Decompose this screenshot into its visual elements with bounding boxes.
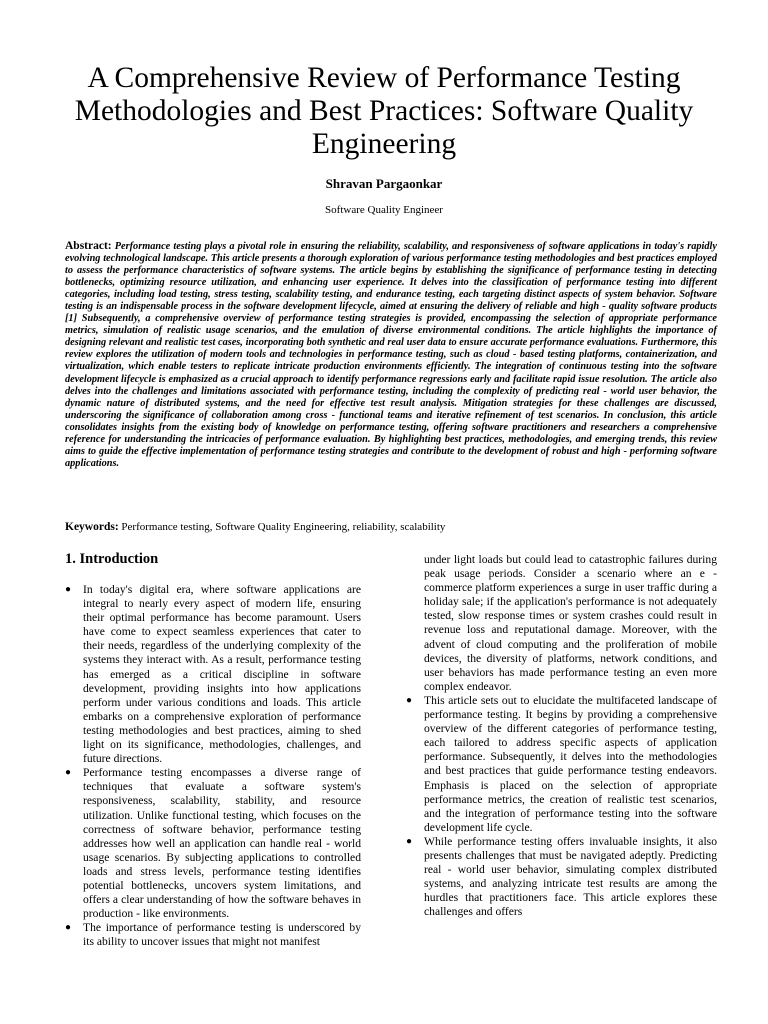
paragraph-text: Performance testing encompasses a diverse range of techniques that evaluate a software system's responsiveness, scalability, stability, and resource utilization. Unlike functional testing, which focuses on the correctness of software behavior, performance testing addresses how well an application can handle real - world usage scenarios. By subjecting applications to controlled loads and stress levels, performance testing identifies potential bottlenecks, uncovers system limitations, and offers a clear understanding of how the software behaves in production - like environments. — [83, 766, 361, 921]
list-item — [65, 766, 361, 921]
right-column — [406, 553, 717, 919]
left-column — [65, 550, 361, 949]
left-bullet-list — [65, 583, 361, 949]
abstract-text: Performance testing plays a pivotal role in ensuring the reliability, scalability, and responsiveness of software applications in today's rapidly evolving technological landscape. This article presents a thorough exploration of various performance testing methodologies and best practices employed to assess the performance characteristics of software systems. The article begins by establishing the significance of performance testing in detecting bottlenecks, optimizing resource utilization, and enhancing user experience. It delves into the classification of performance testing into different categories, including load testing, stress testing, scalability testing, and endurance testing, each targeting distinct aspects of system behavior. Software testing is an indispensable process in the software development lifecycle, aimed at ensuring the delivery of reliable and high - quality software products [1] Subsequently, a comprehensive overview of performance testing strategies is provided, encompassing the selection of appropriate performance metrics, simulation of realistic usage scenarios, and the emulation of diverse environmental conditions. The article highlights the importance of designing relevant and realistic test cases, incorporating both synthetic and real user data to ensure accurate performance evaluations. Furthermore, this review explores the utilization of modern tools and technologies in performance testing, such as cloud - based testing platforms, containerization, and virtualization, which enable testers to replicate intricate production environments efficiently. The integration of continuous testing into the software development lifecycle is emphasized as a crucial approach to identify performance regressions early and facilitate rapid issue resolution. The article also delves into the challenges and limitations associated with performance testing, including the complexity of predicting real - world user behavior, the dynamic nature of distributed systems, and the need for effective test result analysis. Mitigation strategies for these challenges are discussed, underscoring the significance of collaboration among cross - functional teams and iterative refinement of test scenarios. In conclusion, this article consolidates insights from the existing body of knowledge on performance testing, offering software practitioners and researchers a comprehensive reference for understanding the intricacies of performance evaluation. By highlighting best practices, methodologies, and emerging trends, this review aims to guide the effective implementation of performance testing strategies and contribute to the development of robust and high - performing software applications. — [65, 241, 717, 469]
paper-title: A Comprehensive Review of Performance Testing Methodologies and Best Practices: Software Quality Engineering — [74, 62, 694, 160]
right-bullet-list — [406, 694, 717, 920]
list-item — [65, 921, 361, 949]
author-name: Shravan Pargaonkar — [325, 176, 443, 191]
bullet-icon: ● — [65, 584, 72, 595]
list-item — [406, 835, 717, 920]
abstract — [65, 240, 717, 470]
bullet-icon: ● — [65, 922, 72, 934]
bullet-icon: ● — [406, 835, 413, 847]
paragraph-text: In today's digital era, where software applications are integral to nearly every aspect of modern life, ensuring their optimal performance has become paramount. Users have come to expect seamless experiences that cater to their needs, regardless of the underlying complexity of the systems they interact with. As a result, performance testing has emerged as a critical discipline in software development, providing insights into how applications perform under various conditions and loads. This article embarks on a comprehensive exploration of performance testing methodologies and best practices, aiming to shed light on its significance, methodologies, challenges, and future directions. — [83, 583, 361, 766]
keywords — [65, 521, 717, 533]
continued-paragraph: under light loads but could lead to catastrophic failures during peak usage periods. Consider a scenario where an e - commerce platform experiences a surge in user traffic during a holiday sale; if the application's performance is not adequately tested, slow response times or system crashes could result in revenue loss and reputational damage. Moreover, with the advent of cloud computing and the proliferation of mobile devices, the diversity of platforms, network conditions, and user behaviors has made performance testing an even more complex endeavor. — [424, 553, 717, 693]
abstract-label: Abstract: — [65, 240, 112, 252]
bullet-icon: ● — [65, 767, 72, 779]
bullet-icon: ● — [406, 694, 413, 706]
list-item — [65, 583, 361, 766]
paragraph-text: This article sets out to elucidate the multifaceted landscape of performance testing. It begins by providing a comprehensive overview of the different categories of performance testing, each tailored to address specific aspects of application performance. Subsequently, it delves into the methodologies and best practices that guide performance testing endeavors. Emphasis is placed on the selection of appropriate performance metrics, the creation of realistic test scenarios, and the integration of performance testing into the software development life cycle. — [424, 693, 717, 834]
list-item — [406, 694, 717, 835]
paragraph-text: The importance of performance testing is underscored by its ability to uncover issues that might not manifest — [83, 921, 361, 949]
keywords-label: Keywords: — [65, 521, 119, 533]
author-affiliation: Software Quality Engineer — [325, 204, 443, 216]
keywords-text: Performance testing, Software Quality Engineering, reliability, scalability — [121, 521, 446, 533]
paragraph-text: While performance testing offers invaluable insights, it also presents challenges that must be navigated adeptly. Predicting real - world user behavior, simulating complex distributed systems, and analyzing intricate test results are among the hurdles that practitioners face. This article explores these challenges and offers — [424, 834, 717, 919]
section-title: 1. Introduction — [65, 551, 159, 567]
